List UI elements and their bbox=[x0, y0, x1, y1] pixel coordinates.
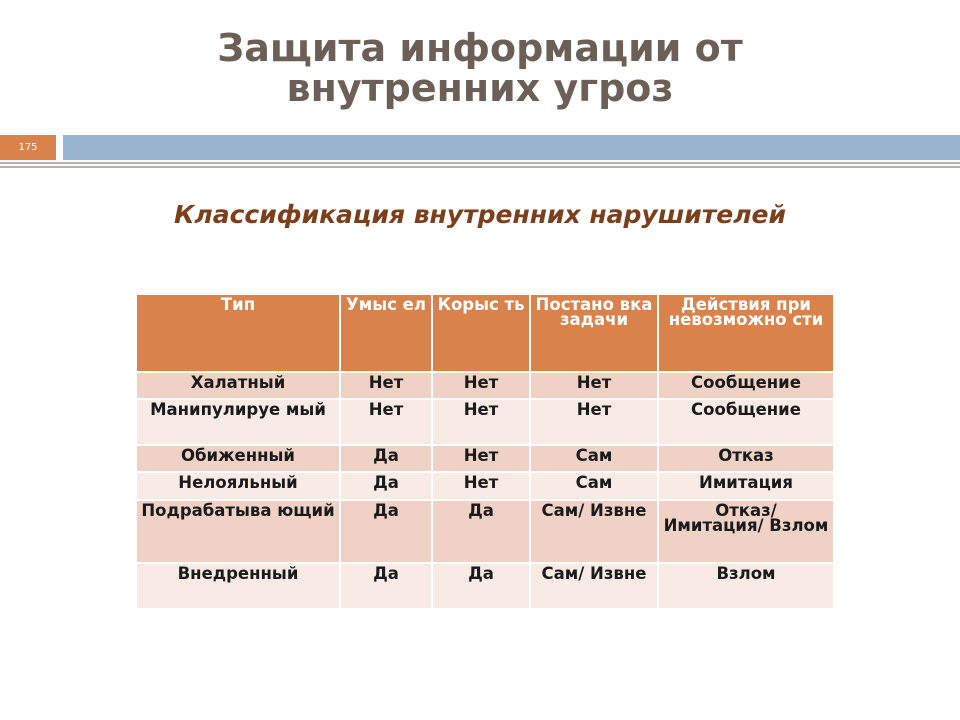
cell-type: Нелояльный bbox=[136, 472, 340, 500]
header-profit: Корыс ть bbox=[432, 294, 530, 372]
cell-actions: Сообщение bbox=[658, 399, 834, 445]
cell-task: Сам/ Извне bbox=[530, 500, 658, 563]
violators-table bbox=[135, 293, 835, 610]
cell-actions: Взлом bbox=[658, 563, 834, 609]
table-row bbox=[136, 372, 834, 399]
cell-intent: Нет bbox=[340, 399, 432, 445]
cell-profit: Нет bbox=[432, 372, 530, 399]
divider-line bbox=[0, 166, 960, 168]
table-header-row bbox=[136, 294, 834, 372]
cell-intent: Да bbox=[340, 445, 432, 472]
cell-type: Манипулируе мый bbox=[136, 399, 340, 445]
header-task-setting: Постано вка задачи bbox=[530, 294, 658, 372]
divider-line bbox=[0, 162, 960, 164]
cell-profit: Нет bbox=[432, 445, 530, 472]
header-type: Тип bbox=[136, 294, 340, 372]
slide-subtitle: Классификация внутренних нарушителей bbox=[174, 200, 786, 229]
cell-type: Внедренный bbox=[136, 563, 340, 609]
cell-profit: Нет bbox=[432, 472, 530, 500]
cell-type: Халатный bbox=[136, 372, 340, 399]
cell-intent: Да bbox=[340, 472, 432, 500]
table-row bbox=[136, 399, 834, 445]
cell-task: Нет bbox=[530, 372, 658, 399]
slide-title-line-1: Защита информации от bbox=[217, 26, 743, 70]
cell-type: Обиженный bbox=[136, 445, 340, 472]
table-row bbox=[136, 500, 834, 563]
cell-task: Сам bbox=[530, 472, 658, 500]
slide-title-line-2: внутренних угроз bbox=[286, 66, 674, 110]
header-band bbox=[63, 135, 960, 160]
cell-actions: Имитация bbox=[658, 472, 834, 500]
cell-profit: Да bbox=[432, 563, 530, 609]
cell-actions: Сообщение bbox=[658, 372, 834, 399]
cell-actions: Отказ bbox=[658, 445, 834, 472]
table-row bbox=[136, 472, 834, 500]
cell-task: Сам bbox=[530, 445, 658, 472]
header-intent: Умыс ел bbox=[340, 294, 432, 372]
cell-intent: Да bbox=[340, 563, 432, 609]
cell-intent: Да bbox=[340, 500, 432, 563]
table-row bbox=[136, 445, 834, 472]
cell-type: Подрабатыва ющий bbox=[136, 500, 340, 563]
cell-intent: Нет bbox=[340, 372, 432, 399]
cell-task: Нет bbox=[530, 399, 658, 445]
slide-number-badge: 175 bbox=[0, 135, 56, 160]
slide-title bbox=[0, 28, 960, 108]
cell-profit: Нет bbox=[432, 399, 530, 445]
cell-task: Сам/ Извне bbox=[530, 563, 658, 609]
cell-actions: Отказ/ Имитация/ Взлом bbox=[658, 500, 834, 563]
cell-profit: Да bbox=[432, 500, 530, 563]
table-row bbox=[136, 563, 834, 609]
header-actions: Действия при невозможно сти bbox=[658, 294, 834, 372]
